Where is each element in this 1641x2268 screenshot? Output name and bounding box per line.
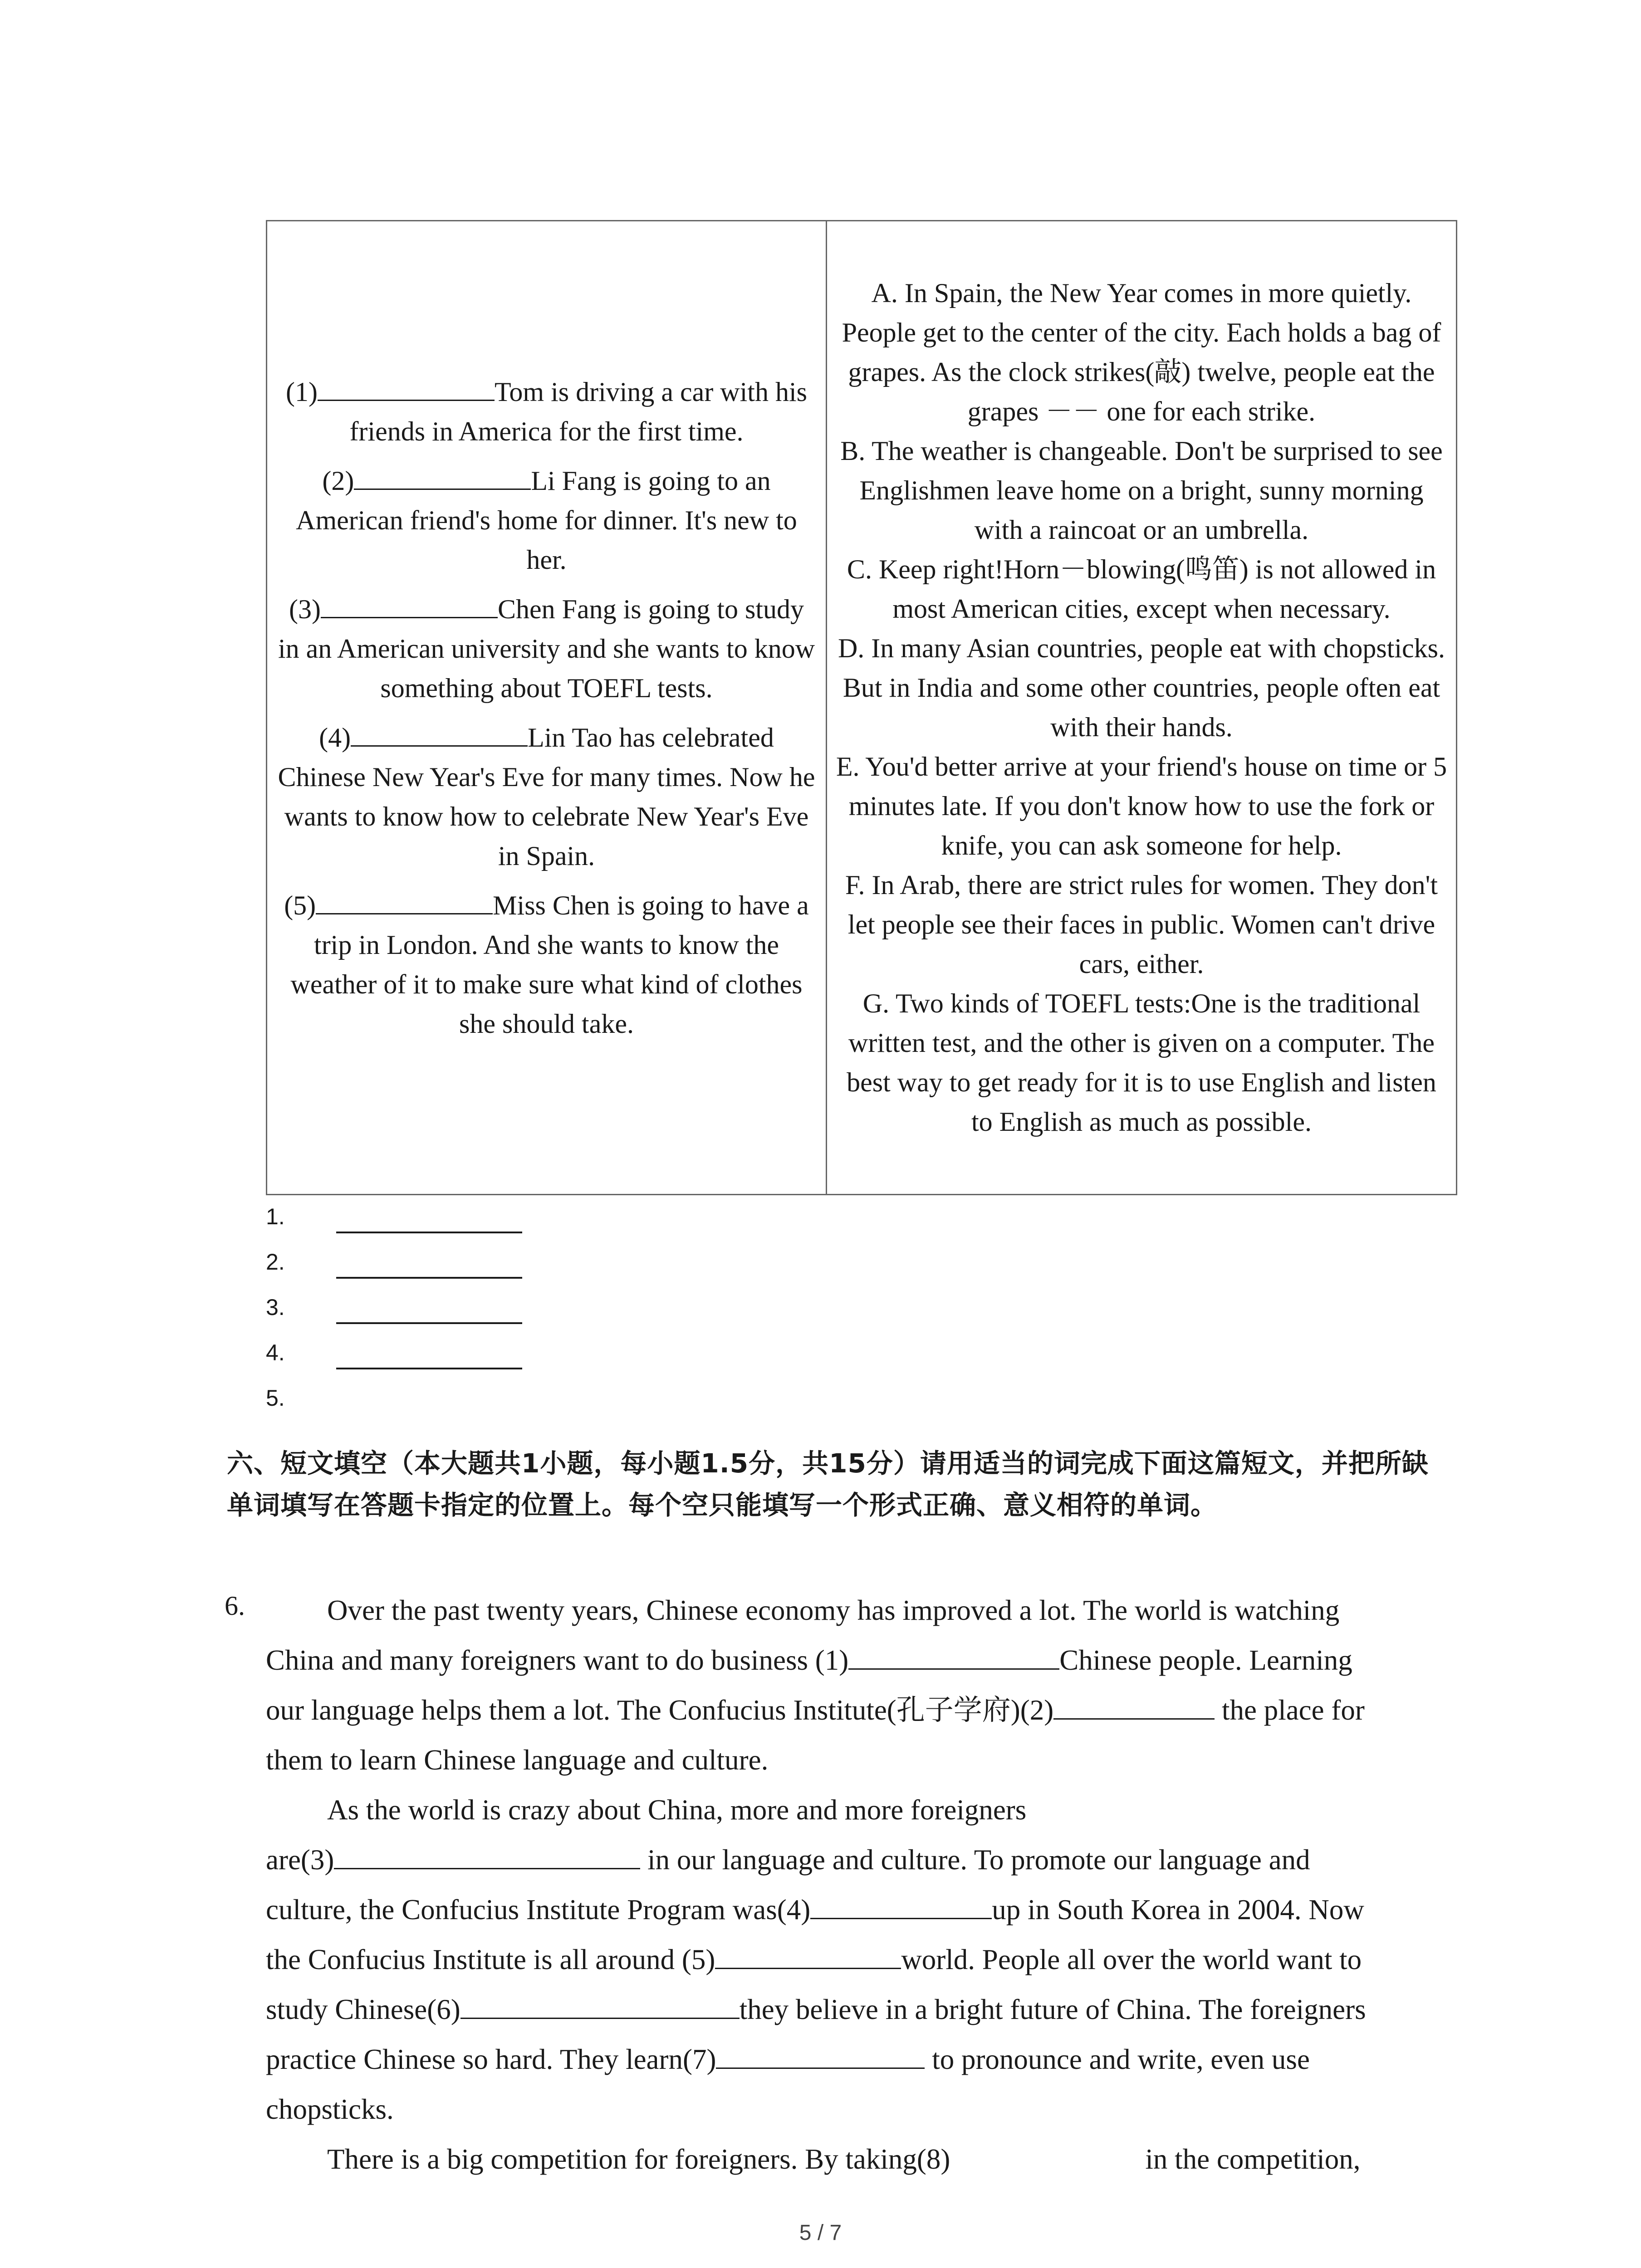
- answer-line[interactable]: [336, 1322, 522, 1324]
- question-number: 6.: [225, 1591, 245, 1621]
- option-c: C. Keep right!Horn－blowing(鸣笛) is not allowed in most American cities, except when necessary.: [847, 554, 1436, 624]
- answer-number: 1.: [266, 1204, 285, 1229]
- option-e: E. You'd better arrive at your friend's house on time or 5 minutes late. If you don't know how to use the fork or knife, you can ask someone for help.: [836, 752, 1447, 860]
- blank-2[interactable]: [1053, 1688, 1215, 1720]
- options-cell: [827, 221, 1457, 1195]
- option-b: B. The weather is changeable. Don't be surprised to see Englishmen leave home on a bright, sunny morning with a raincoat or an umbrella.: [840, 436, 1443, 545]
- answer-blank[interactable]: [316, 885, 493, 914]
- passage-line: our language helps them a lot. The Confucius Institute(孔子学府)(2) the place for: [266, 1685, 1427, 1735]
- passage-line: culture, the Confucius Institute Program was(4) up in South Korea in 2004. Now: [266, 1885, 1427, 1935]
- prompt-item: (2) Li Fang is going to an American friend's home for dinner. It's new to her.: [275, 460, 818, 580]
- passage-line: are(3) in our language and culture. To promote our language and: [266, 1835, 1427, 1885]
- blank-4[interactable]: [810, 1888, 992, 1919]
- answer-number: 5.: [266, 1385, 285, 1411]
- option-g: G. Two kinds of TOEFL tests:One is the traditional written test, and the other is given on a computer. The best way to get ready for it is to use English and listen to English as much as possible.: [847, 988, 1436, 1137]
- prompts-cell: [267, 221, 827, 1195]
- passage-line: There is a big competition for foreigners. By taking(8) in the competition,: [266, 2134, 1427, 2184]
- passage-line: the Confucius Institute is all around (5) world. People all over the world want to: [266, 1935, 1427, 1984]
- prompt-item: (3) Chen Fang is going to study in an American university and she wants to know something about TOEFL tests.: [275, 589, 818, 708]
- answer-blank[interactable]: [321, 589, 498, 618]
- answer-blank[interactable]: [318, 371, 495, 401]
- cloze-passage: [266, 1585, 1427, 2184]
- answer-line[interactable]: [336, 1277, 522, 1279]
- answer-number: 2.: [266, 1249, 285, 1275]
- passage-line: study Chinese(6) they believe in a bright future of China. The foreigners: [266, 1984, 1427, 2034]
- matching-table: [266, 220, 1457, 1195]
- blank-1[interactable]: [848, 1638, 1059, 1670]
- passage-line: practice Chinese so hard. They learn(7) to pronounce and write, even use: [266, 2034, 1427, 2084]
- option-d: D. In many Asian countries, people eat with chopsticks. But in India and some other countries, people often eat with their hands.: [838, 633, 1445, 742]
- answer-blank[interactable]: [354, 460, 531, 490]
- option-a: A. In Spain, the New Year comes in more quietly. People get to the center of the city. Each holds a bag of grapes. As the clock strikes(敲) twelve, people eat the grapes －－ one for each strike.: [842, 278, 1441, 426]
- blank-3[interactable]: [334, 1838, 640, 1869]
- passage-line: them to learn Chinese language and culture.: [266, 1744, 769, 1776]
- blank-5[interactable]: [715, 1938, 901, 1969]
- blank-6[interactable]: [460, 1988, 740, 2019]
- passage-line: China and many foreigners want to do business (1) Chinese people. Learning: [266, 1635, 1427, 1685]
- prompt-item: (4) Lin Tao has celebrated Chinese New Year's Eve for many times. Now he wants to know how to celebrate New Year's Eve in Spain.: [275, 717, 818, 876]
- answer-line[interactable]: [336, 1232, 522, 1233]
- option-f: F. In Arab, there are strict rules for women. They don't let people see their faces in public. Women can't drive cars, either.: [845, 870, 1438, 979]
- section-heading: 六、短文填空（本大题共1小题，每小题1.5分，共15分）请用适当的词完成下面这篇短文，并把所缺单词填写在答题卡指定的位置上。每个空只能填写一个形式正确、意义相符的单词。: [227, 1448, 1429, 1520]
- blank-7[interactable]: [716, 2038, 925, 2069]
- prompt-item: (5) Miss Chen is going to have a trip in London. And she wants to know the weather of it to make sure what kind of clothes she should take.: [275, 885, 818, 1044]
- page-number: 5 / 7: [799, 2221, 842, 2245]
- answer-blank[interactable]: [351, 717, 528, 747]
- answer-number: 4.: [266, 1340, 285, 1365]
- answer-line[interactable]: [336, 1368, 522, 1369]
- answer-number: 3.: [266, 1295, 285, 1320]
- passage-line: As the world is crazy about China, more and more foreigners: [327, 1794, 1027, 1826]
- passage-line: Over the past twenty years, Chinese economy has improved a lot. The world is watching: [327, 1594, 1340, 1626]
- blank-8[interactable]: [950, 2139, 1145, 2169]
- passage-line: chopsticks.: [266, 2093, 394, 2125]
- prompt-item: (1) Tom is driving a car with his friends in America for the first time.: [275, 371, 818, 451]
